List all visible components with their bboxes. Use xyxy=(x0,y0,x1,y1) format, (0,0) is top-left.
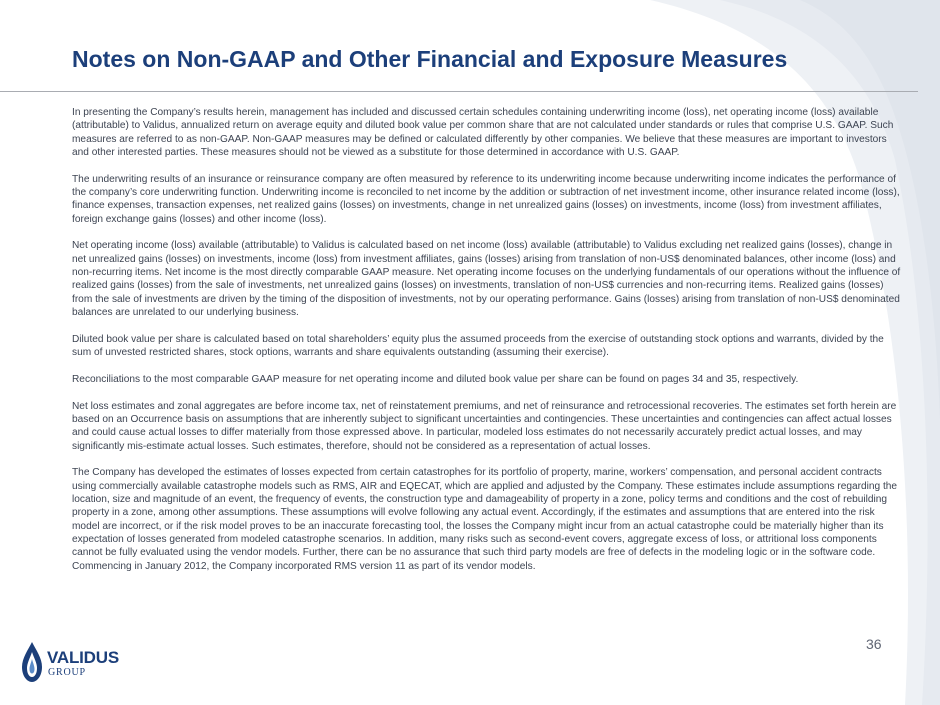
paragraph-net-loss-estimates: Net loss estimates and zonal aggregates are before income tax, net of reinstatement premiums, and net of reinsurance and retrocessional recoveries. The estimates set forth herein are based on an Occurrence basis on assumptions that are inherently subject to significant uncertainties and contingencies. These uncertainties and contingencies can affect actual losses and could cause actual losses to differ materially from those expressed above. In particular, modeled loss estimates do not necessarily accurately predict actual losses, and may significantly mis-estimate actual losses. Such estimates, therefore, should not be considered as a representation of actual losses. xyxy=(72,400,897,452)
paragraph-underwriting-results: The underwriting results of an insurance or reinsurance company are often measured by reference to its underwriting income because underwriting income indicates the performance of the company’s core underwriting function. Underwriting income is reconciled to net income by the addition or subtraction of net investment income, other insurance related income (loss), finance expenses, transaction expenses, net realized gains (losses) on investments, change in net unrealized gains (losses) on investments, income (loss) from investment affiliates, foreign exchange gains (losses) and other income (loss). xyxy=(72,173,900,225)
paragraph-non-gaap-intro: In presenting the Company’s results herein, management has included and discussed certain schedules containing underwriting income (loss), net operating income (loss) available (attributable) to Validus, annualized return on average equity and diluted book value per common share that are not calculated under standards or rules that comprise U.S. GAAP. Such measures are referred to as non-GAAP. Non-GAAP measures may be defined or calculated differently by other companies. We believe that these measures are important to investors and other interested parties. These measures should not be viewed as a substitute for those determined in accordance with U.S. GAAP. xyxy=(72,107,894,159)
page-title: Notes on Non-GAAP and Other Financial and Exposure Measures xyxy=(72,46,788,72)
page-number: 36 xyxy=(866,636,882,652)
validus-drop-icon xyxy=(20,640,44,684)
notes-body xyxy=(72,106,904,586)
validus-logo xyxy=(20,640,130,686)
title-divider xyxy=(0,91,918,92)
paragraph-diluted-book-value: Diluted book value per share is calculated based on total shareholders’ equity plus the assumed proceeds from the exercise of outstanding stock options and warrants, divided by the sum of unvested restricted shares, stock options, warrants and share equivalents outstanding (assuming their exercise). xyxy=(72,333,884,359)
paragraph-catastrophe-models: The Company has developed the estimates of losses expected from certain catastrophes for its portfolio of property, marine, workers’ compensation, and personal accident contracts using commercially available catastrophe models such as RMS, AIR and EQECAT, which are applied and adjusted by the Company. These estimates include assumptions regarding the location, size and magnitude of an event, the frequency of events, the construction type and damageability of property in a zone, policy terms and conditions and the cost of rebuilding property in a zone, among other assumptions. These assumptions will evolve following any actual event. Accordingly, if the estimates and assumptions that are entered into the risk model are incorrect, or if the risk model proves to be an inaccurate forecasting tool, the losses the Company might incur from an actual catastrophe could be materially higher than its expectation of losses generated from modeled catastrophe scenarios. In addition, many risks such as second-event covers, aggregate excess of loss, or attritional loss components cannot be fully evaluated using the vendor models. Further, there can be no assurance that such third party models are free of defects in the modeling logic or in the software code. Commencing in January 2012, the Company incorporated RMS version 11 as part of its vendor models. xyxy=(72,467,898,572)
logo-subtitle: GROUP xyxy=(48,667,86,678)
paragraph-reconciliations: Reconciliations to the most comparable GAAP measure for net operating income and diluted book value per share can be found on pages 34 and 35, respectively. xyxy=(72,373,799,385)
paragraph-net-operating-income: Net operating income (loss) available (attributable) to Validus is calculated based on net income (loss) available (attributable) to Validus excluding net realized gains (losses), change in net unrealized gains (losses) on investments, income (loss) from investment affiliates, gains (losses) arising from translation of non-US$ denominated balances, other income (loss) and non-recurring items. Net income is the most directly comparable GAAP measure. Net operating income focuses on the underlying fundamentals of our operations without the influence of realized gains (losses) from the sale of investments, net unrealized gains (losses) on investments, translation of non-US$ currencies and non-recurring items. Realized gains (losses) from the sale of investments are driven by the timing of the disposition of investments, not by our operating performance. Gains (losses) arising from translation of non-US$ denominated balances are unrelated to our underlying business. xyxy=(72,240,901,319)
logo-wordmark: VALIDUS xyxy=(47,648,119,667)
